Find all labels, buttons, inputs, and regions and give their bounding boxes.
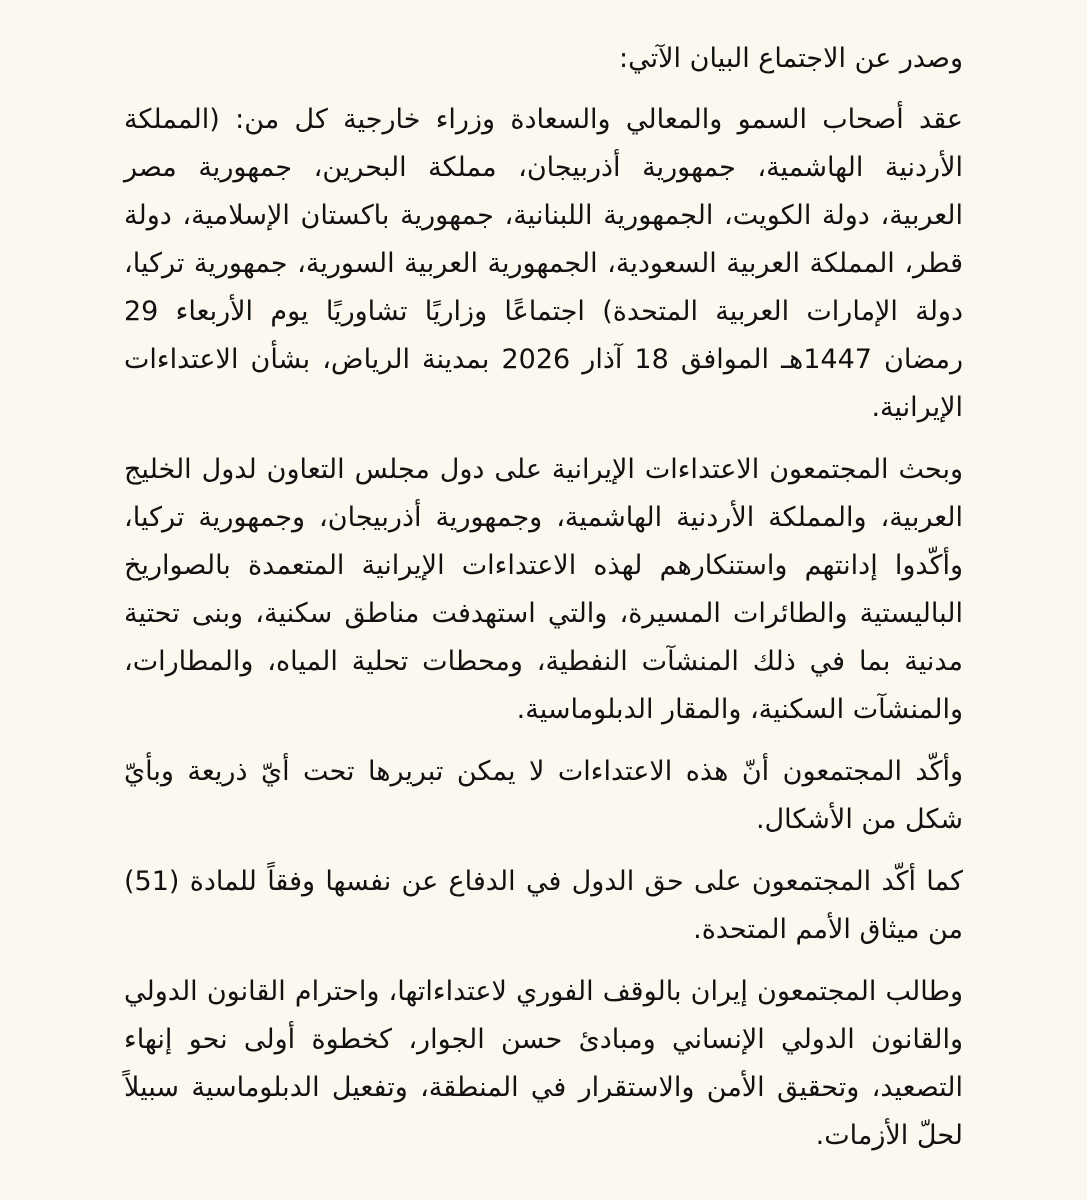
paragraph-self-defense: كما أكّد المجتمعون على حق الدول في الدفاع عن نفسها وفقاً للمادة (51) من ميثاق الأمم المتحدة. — [124, 866, 963, 945]
statement-intro: وصدر عن الاجتماع البيان الآتي: — [619, 43, 963, 74]
paragraph-attacks-condemnation: وبحث المجتمعون الاعتداءات الإيرانية على دول مجلس التعاون لدول الخليج العربية، والمملكة الأردنية الهاشمية، وجمهورية أذربيجان، وجمهورية تركيا، وأكّدوا إدانتهم واستنكارهم لهذه الاعتداءات الإيرانية المتعمدة بالصواريخ الباليستية والطائرات المسيرة، والتي استهدفت مناطق سكنية، وبنى تحتية مدنية بما في ذلك المنشآت النفطية، ومحطات تحلية المياه، والمطارات، والمنشآت السكنية، والمقار الدبلوماسية. — [124, 454, 963, 725]
paragraph-no-justification: وأكّد المجتمعون أنّ هذه الاعتداءات لا يمكن تبريرها تحت أيّ ذريعة وبأيّ شكل من الأشكال. — [124, 756, 963, 835]
paragraph-demands: وطالب المجتمعون إيران بالوقف الفوري لاعتداءاتها، واحترام القانون الدولي والقانون الدولي الإنساني ومبادئ حسن الجوار، كخطوة أولى نحو إنهاء التصعيد، وتحقيق الأمن والاستقرار في المنطقة، وتفعيل الدبلوماسية سبيلاً لحلّ الأزمات. — [124, 976, 963, 1151]
paragraph-meeting-participants: عقد أصحاب السمو والمعالي والسعادة وزراء خارجية كل من: (المملكة الأردنية الهاشمية، جمهورية أذربيجان، مملكة البحرين، جمهورية مصر العربية، دولة الكويت، الجمهورية اللبنانية، جمهورية باكستان الإسلامية، دولة قطر، المملكة العربية السعودية، الجمهورية العربية السورية، جمهورية تركيا، دولة الإمارات العربية المتحدة) اجتماعًا وزاريًا تشاوريًا يوم الأربعاء 29 رمضان 1447هـ الموافق 18 آذار 2026 بمدينة الرياض، بشأن الاعتداءات الإيرانية. — [124, 104, 963, 423]
